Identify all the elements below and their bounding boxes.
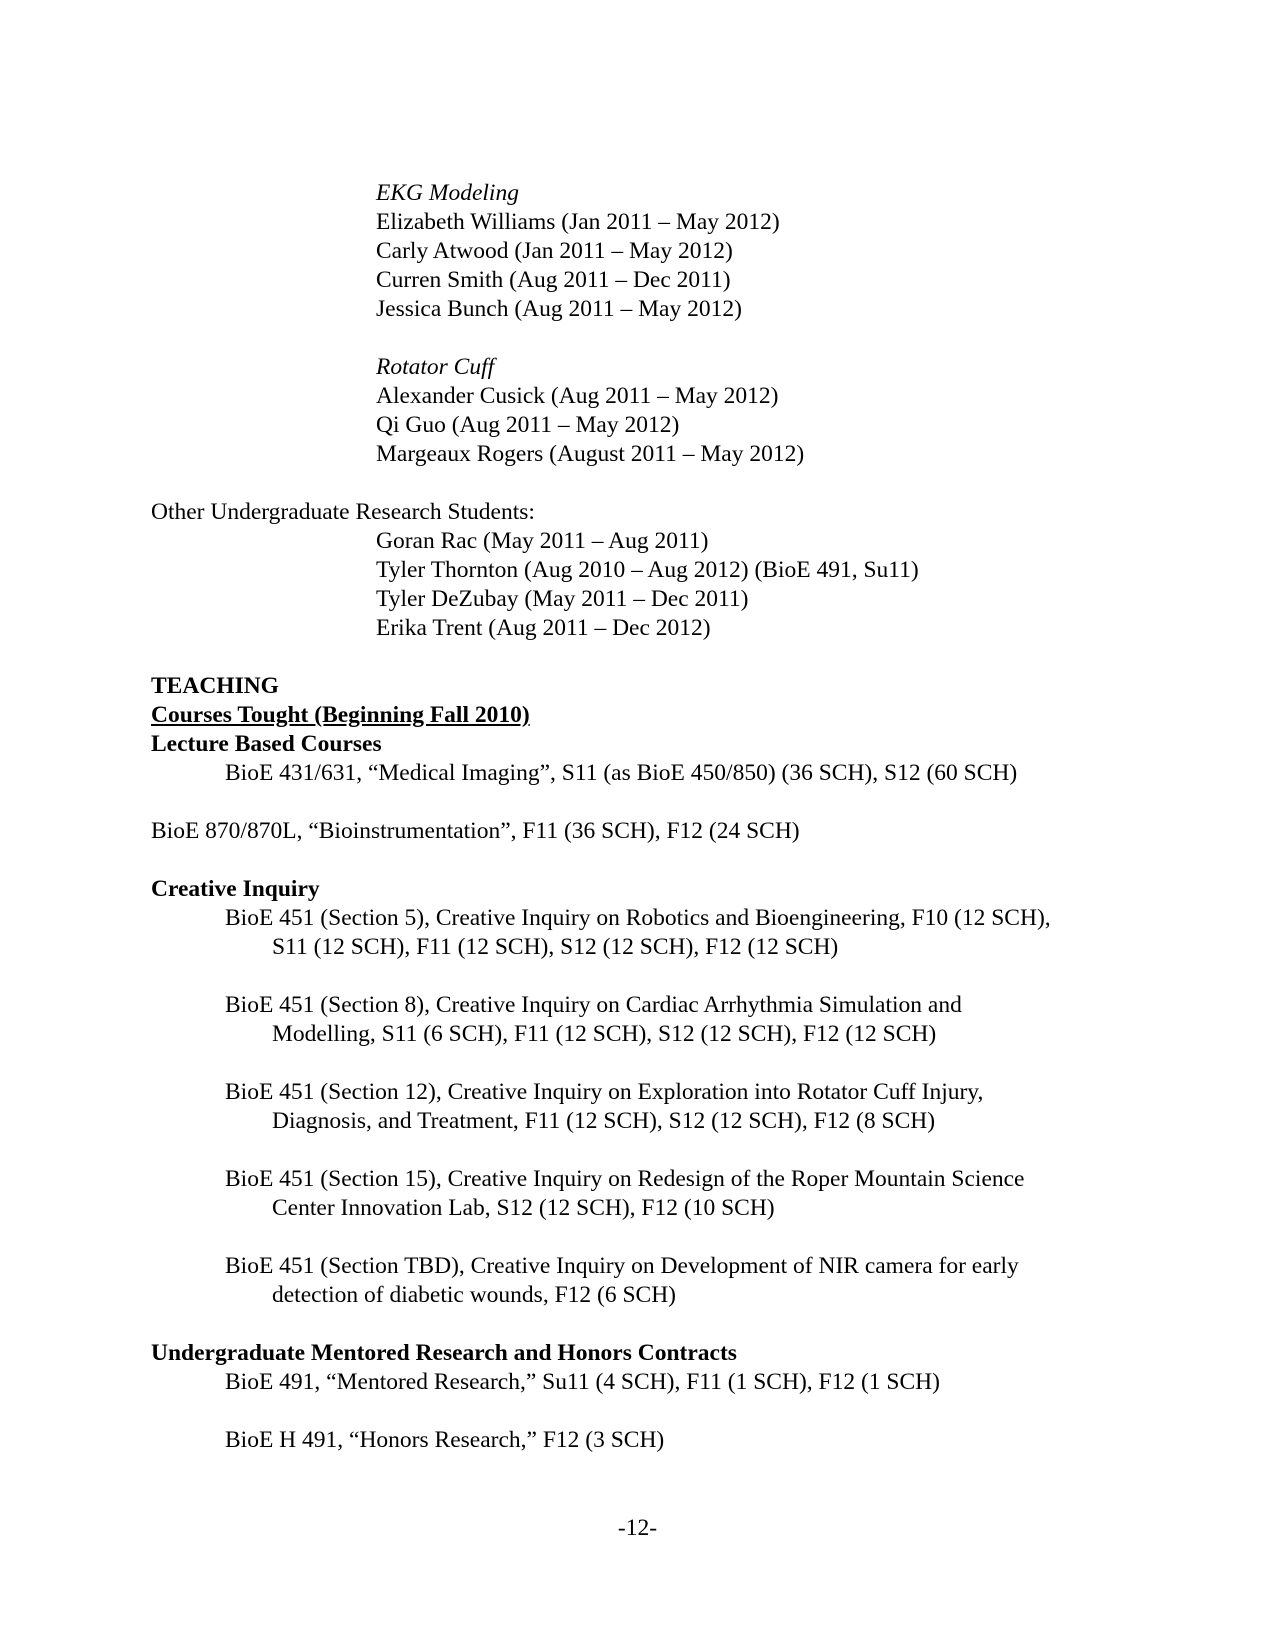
student-entry: Goran Rac (May 2011 – Aug 2011) bbox=[376, 528, 709, 554]
student-entry: Tyler DeZubay (May 2011 – Dec 2011) bbox=[376, 586, 749, 612]
student-entry: Erika Trent (Aug 2011 – Dec 2012) bbox=[376, 615, 711, 641]
rotator-cuff-heading: Rotator Cuff bbox=[376, 354, 495, 380]
course-entry: BioE 870/870L, “Bioinstrumentation”, F11 (36 SCH), F12 (24 SCH) bbox=[151, 818, 800, 844]
teaching-heading: TEACHING bbox=[151, 673, 279, 699]
page-number: -12- bbox=[617, 1515, 658, 1541]
student-entry: Elizabeth Williams (Jan 2011 – May 2012) bbox=[376, 209, 780, 235]
student-entry: Jessica Bunch (Aug 2011 – May 2012) bbox=[376, 296, 742, 322]
student-entry: Tyler Thornton (Aug 2010 – Aug 2012) (BioE 491, Su11) bbox=[376, 557, 919, 583]
ekg-modeling-heading: EKG Modeling bbox=[376, 180, 519, 206]
course-entry: BioE 431/631, “Medical Imaging”, S11 (as BioE 450/850) (36 SCH), S12 (60 SCH) bbox=[225, 760, 1018, 786]
course-entry-continuation: Diagnosis, and Treatment, F11 (12 SCH), S12 (12 SCH), F12 (8 SCH) bbox=[272, 1108, 936, 1134]
course-entry: BioE 451 (Section 15), Creative Inquiry on Redesign of the Roper Mountain Science bbox=[225, 1166, 1025, 1192]
mentored-research-heading: Undergraduate Mentored Research and Honors Contracts bbox=[151, 1340, 737, 1366]
course-entry: BioE 451 (Section 12), Creative Inquiry on Exploration into Rotator Cuff Injury, bbox=[225, 1079, 984, 1105]
course-entry: BioE 451 (Section 5), Creative Inquiry on Robotics and Bioengineering, F10 (12 SCH), bbox=[225, 905, 1051, 931]
course-entry-continuation: S11 (12 SCH), F11 (12 SCH), S12 (12 SCH), F12 (12 SCH) bbox=[272, 934, 839, 960]
course-entry: BioE 451 (Section TBD), Creative Inquiry on Development of NIR camera for early bbox=[225, 1253, 1019, 1279]
course-entry: BioE 451 (Section 8), Creative Inquiry on Cardiac Arrhythmia Simulation and bbox=[225, 992, 962, 1018]
student-entry: Alexander Cusick (Aug 2011 – May 2012) bbox=[376, 383, 779, 409]
other-students-label: Other Undergraduate Research Students: bbox=[151, 499, 535, 525]
creative-inquiry-heading: Creative Inquiry bbox=[151, 876, 320, 902]
student-entry: Qi Guo (Aug 2011 – May 2012) bbox=[376, 412, 680, 438]
course-entry: BioE 491, “Mentored Research,” Su11 (4 SCH), F11 (1 SCH), F12 (1 SCH) bbox=[225, 1369, 940, 1395]
course-entry: BioE H 491, “Honors Research,” F12 (3 SCH) bbox=[225, 1427, 665, 1453]
student-entry: Curren Smith (Aug 2011 – Dec 2011) bbox=[376, 267, 731, 293]
student-entry: Carly Atwood (Jan 2011 – May 2012) bbox=[376, 238, 733, 264]
course-entry-continuation: Center Innovation Lab, S12 (12 SCH), F12 (10 SCH) bbox=[272, 1195, 775, 1221]
course-entry-continuation: Modelling, S11 (6 SCH), F11 (12 SCH), S12 (12 SCH), F12 (12 SCH) bbox=[272, 1021, 937, 1047]
lecture-courses-heading: Lecture Based Courses bbox=[151, 731, 382, 757]
course-entry-continuation: detection of diabetic wounds, F12 (6 SCH) bbox=[272, 1282, 677, 1308]
student-entry: Margeaux Rogers (August 2011 – May 2012) bbox=[376, 441, 805, 467]
courses-taught-heading: Courses Tought (Beginning Fall 2010) bbox=[151, 702, 530, 728]
